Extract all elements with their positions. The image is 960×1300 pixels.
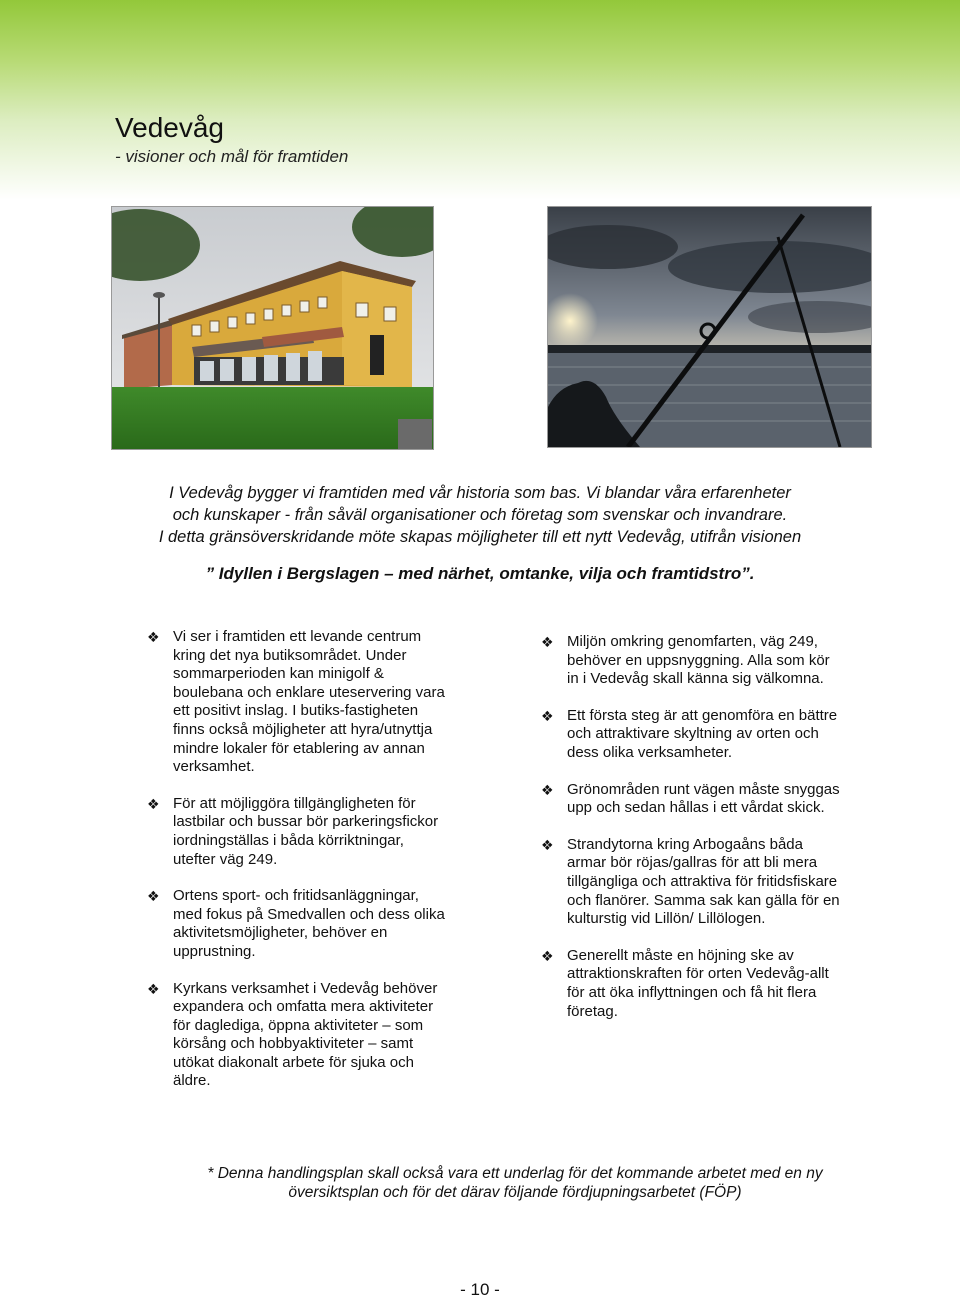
list-item [541, 781, 841, 818]
diamond-star-icon: ❖ [147, 980, 160, 997]
right-bullet-column [541, 633, 841, 1039]
intro-line: I detta gränsöverskridande möte skapas möjligheter till ett nytt Vedevåg, utifrån visionen [158, 528, 802, 546]
list-item-text: Generellt måste en höjning ske av attraktionskraften för orten Vedevåg-allt för att öka inflyttningen och få hit flera företag. [567, 946, 829, 1020]
header-gradient [0, 0, 960, 200]
list-item [147, 628, 447, 777]
list-item-text: Grönområden runt vägen måste snyggas upp och sedan hållas i ett vårdat skick. [567, 780, 840, 817]
list-item-text: För att möjliggöra tillgängligheten för lastbilar och bussar bör parkeringsfickor iordningställas i båda körriktningar, utefter väg 249. [173, 794, 439, 868]
intro-line: och kunskaper - från såväl organisationer och företag som svenskar och invandrare. [172, 506, 788, 524]
page-number: - 10 - [460, 1280, 500, 1299]
page-subtitle: - visioner och mål för framtiden [115, 147, 349, 166]
diamond-star-icon: ❖ [541, 781, 554, 798]
footnote-line: * Denna handlingsplan skall också vara ett underlag för det kommande arbetet med en ny [207, 1165, 823, 1182]
list-item-text: Strandytorna kring Arbogaåns båda armar bör röjas/gallras för att bli mera tillgängliga och attraktiva för fritidsfiskare och flanörer. Samma sak kan gälla för en kulturstig vid Lillön/ Lillölogen. [567, 835, 840, 928]
diamond-star-icon: ❖ [541, 947, 554, 964]
list-item [147, 887, 447, 961]
page-title: Vedevåg [115, 112, 224, 143]
intro-text [100, 482, 860, 548]
footnote-line: översiktsplan och för det därav följande fördjupningsarbetet (FÖP) [288, 1184, 742, 1201]
footnote [100, 1164, 930, 1202]
diamond-star-icon: ❖ [147, 795, 160, 812]
list-item-text: Ett första steg är att genomföra en bättre och attraktivare skyltning av orten och dess olika verksamheter. [567, 706, 838, 761]
list-item [147, 795, 447, 869]
diamond-star-icon: ❖ [541, 836, 554, 853]
diamond-star-icon: ❖ [541, 634, 554, 650]
vision-statement: ” Idyllen i Bergslagen – med närhet, omtanke, vilja och framtidstro”. [205, 564, 755, 583]
diamond-star-icon: ❖ [147, 629, 160, 645]
list-item [147, 980, 447, 1092]
diamond-star-icon: ❖ [147, 888, 160, 905]
list-item [541, 947, 841, 1021]
list-item [541, 707, 841, 763]
diamond-star-icon: ❖ [541, 707, 554, 724]
village-street-photo [111, 206, 434, 450]
list-item [541, 836, 841, 929]
list-item-text: Vi ser i framtiden ett levande centrum kring det nya butiksområdet. Under sommarperioden kan minigolf & boulebana och enklare uteservering vara ett positivt inslag. I butiks-fastigheten finns också möjligheter att hyra/utnyttja mindre lokaler för etablering av annan verksamhet. [173, 628, 445, 776]
list-item-text: Kyrkans verksamhet i Vedevåg behöver expandera och omfatta mera aktiviteter för daglediga, öppna aktiviteter – som körsång och hobbyaktiviteter – samt utökat diakonalt arbete för sjuka och äldre. [173, 979, 438, 1090]
list-item-text: Miljön omkring genomfarten, väg 249, behöver en uppsnyggning. Alla som kör in i Vedevåg skall känna sig välkomna. [567, 633, 830, 688]
intro-line: I Vedevåg bygger vi framtiden med vår historia som bas. Vi blandar våra erfarenheter [169, 484, 791, 502]
list-item-text: Ortens sport- och fritidsanläggningar, med fokus på Smedvallen och dess olika aktivitetsmöjligheter, behöver en upprustning. [173, 887, 445, 960]
left-bullet-column [147, 628, 447, 1109]
fishing-sunset-photo [547, 206, 872, 448]
list-item [541, 633, 841, 689]
